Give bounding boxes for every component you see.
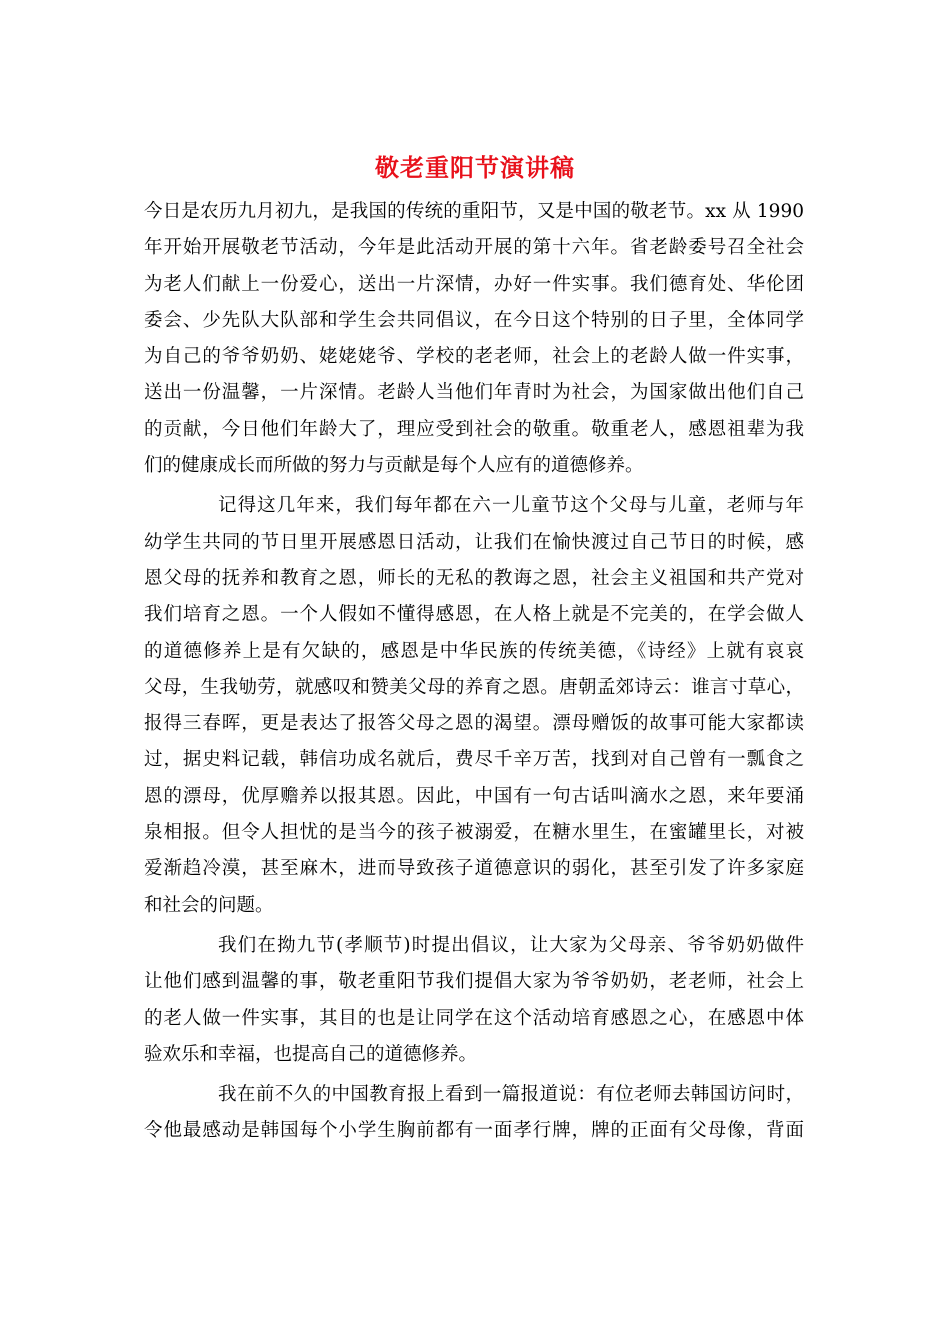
text-line: 验欢乐和幸福，也提高自己的道德修养。 <box>144 1043 478 1065</box>
text-line: 我在前不久的中国教育报上看到一篇报道说：有位老师去韩国访问时， <box>218 1084 804 1106</box>
text-line: 令他最感动是韩国每个小学生胸前都有一面孝行牌，牌的正面有父母像，背面 <box>144 1120 804 1142</box>
text-line: 的道德修养上是有欠缺的，感恩是中华民族的传统美德，《诗经》上就有哀哀 <box>144 640 804 662</box>
text-line: 报得三春晖，更是表达了报答父母之恩的渴望。漂母赠饭的故事可能大家都读 <box>144 713 804 735</box>
paragraph-2 <box>144 488 804 924</box>
text-line: 我们在拗九节(孝顺节)时提出倡议，让大家为父母亲、爷爷奶奶做件 <box>218 934 804 956</box>
text-line: 送出一份温馨，一片深情。老龄人当他们年青时为社会，为国家做出他们自己 <box>144 382 804 404</box>
text-line: 年开始开展敬老节活动，今年是此活动开展的第十六年。省老龄委号召全社会 <box>144 237 804 259</box>
text-line: 恩父母的抚养和教育之恩，师长的无私的教诲之恩，社会主义祖国和共产党对 <box>144 567 804 589</box>
text-line: 过，据史料记载，韩信功成名就后，费尽千辛万苦，找到对自己曾有一瓢食之 <box>144 749 804 771</box>
text-line: 我们培育之恩。一个人假如不懂得感恩，在人格上就是不完美的，在学会做人 <box>144 604 804 626</box>
text-line: 爱渐趋冷漠，甚至麻木，进而导致孩子道德意识的弱化，甚至引发了许多家庭 <box>144 858 804 880</box>
text-line: 今日是农历九月初九，是我国的传统的重阳节，又是中国的敬老节。xx 从 1990 <box>144 201 804 222</box>
paragraph-1 <box>144 194 804 484</box>
text-line: 委会、少先队大队部和学生会共同倡议，在今日这个特别的日子里，全体同学 <box>144 309 804 331</box>
text-line: 们的健康成长而所做的努力与贡献是每个人应有的道德修养。 <box>144 455 644 477</box>
document-body <box>144 194 804 1150</box>
text-line: 为老人们献上一份爱心，送出一片深情，办好一件实事。我们德育处、华伦团 <box>144 273 804 295</box>
text-line: 让他们感到温馨的事，敬老重阳节我们提倡大家为爷爷奶奶，老老师，社会上 <box>144 971 804 993</box>
text-line: 父母，生我劬劳，就感叹和赞美父母的养育之恩。唐朝孟郊诗云：谁言寸草心， <box>144 676 804 698</box>
text-line: 的贡献，今日他们年龄大了，理应受到社会的敬重。敬重老人，感恩祖辈为我 <box>144 418 804 440</box>
text-line: 记得这几年来，我们每年都在六一儿童节这个父母与儿童，老师与年 <box>218 495 804 517</box>
text-line: 泉相报。但令人担忧的是当今的孩子被溺爱，在糖水里生，在蜜罐里长，对被 <box>144 822 804 844</box>
text-line: 和社会的问题。 <box>144 894 274 916</box>
text-line: 为自己的爷爷奶奶、姥姥姥爷、学校的老老师，社会上的老龄人做一件实事， <box>144 346 804 368</box>
paragraph-4 <box>144 1077 804 1150</box>
text-line: 恩的漂母，优厚赡养以报其恩。因此，中国有一句古话叫滴水之恩，来年要涌 <box>144 785 804 807</box>
document-title: 敬老重阳节演讲稿 <box>375 153 575 182</box>
text-line: 的老人做一件实事，其目的也是让同学在这个活动培育感恩之心，在感恩中体 <box>144 1007 804 1029</box>
paragraph-3 <box>144 928 804 1073</box>
text-line: 幼学生共同的节日里开展感恩日活动，让我们在愉快渡过自己节日的时候，感 <box>144 531 804 553</box>
